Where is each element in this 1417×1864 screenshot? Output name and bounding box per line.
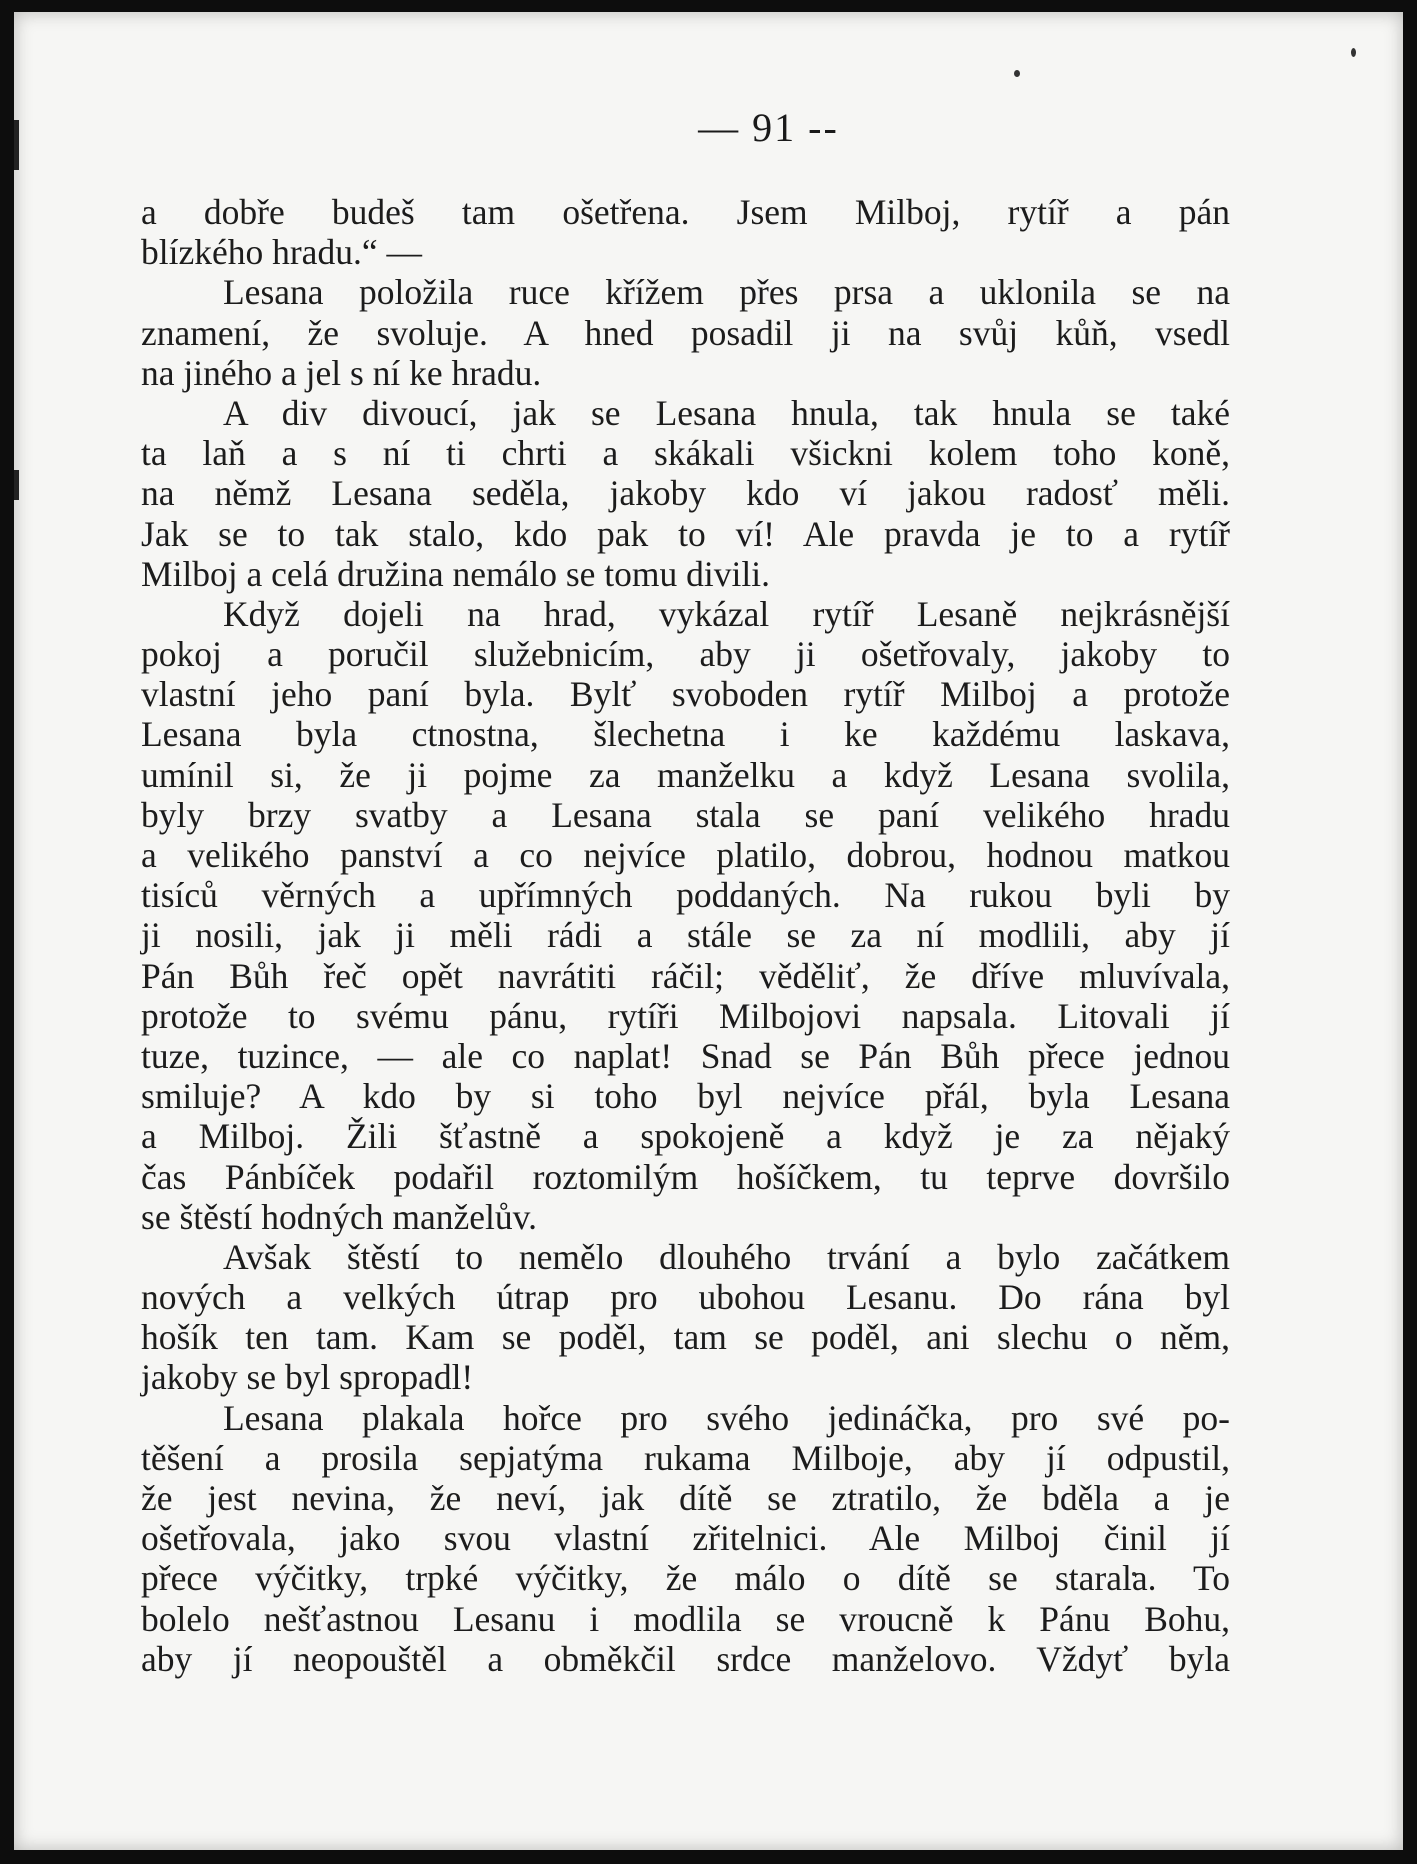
text-line: pokoj a poručil služebnicím, aby ji ošetřovaly, jakoby to <box>141 634 1230 675</box>
scan-speck <box>1014 70 1020 77</box>
text-line: se štěstí hodných manželův. <box>141 1196 537 1237</box>
text-line: čas Pánbíček podařil roztomilým hošíčkem, tu teprve dovršilo <box>141 1156 1230 1197</box>
scan-left-border <box>0 0 14 1864</box>
text-line: na jiného a jel s ní ke hradu. <box>141 352 542 393</box>
scan-edge-mark <box>14 470 19 500</box>
text-line: znamení, že svoluje. A hned posadil ji na svůj kůň, vsedl <box>141 312 1230 353</box>
text-line: tuze, tuzince, — ale co naplat! Snad se Pán Bůh přece jednou <box>141 1035 1230 1076</box>
text-line: A div divoucí, jak se Lesana hnula, tak hnula se také <box>223 392 1230 433</box>
text-line: a Milboj. Žili šťastně a spokojeně a když je za nějaký <box>141 1116 1230 1157</box>
text-line: byly brzy svatby a Lesana stala se paní velikého hradu <box>141 794 1230 835</box>
text-line: umínil si, že ji pojme za manželku a když Lesana svolila, <box>141 754 1230 795</box>
text-line: aby jí neopouštěl a obměkčil srdce manželovo. Vždyť byla <box>141 1638 1230 1679</box>
text-line: Lesana byla ctnostna, šlechetna i ke každému laskava, <box>141 714 1230 755</box>
text-line: vlastní jeho paní byla. Bylť svoboden rytíř Milboj a protože <box>141 674 1230 715</box>
scan-speck <box>1351 48 1356 57</box>
text-line: Milboj a celá družina nemálo se tomu divili. <box>141 553 770 594</box>
text-line: tisíců věrných a upřímných poddaných. Na rukou byli by <box>141 875 1230 916</box>
scan-edge-mark <box>14 120 19 170</box>
page-body-text <box>141 192 1230 1679</box>
text-line: Pán Bůh řeč opět navrátiti ráčil; věděliť, že dříve mluvívala, <box>141 955 1230 996</box>
text-line: přece výčitky, trpké výčitky, že málo o dítě se starala. To <box>141 1558 1230 1599</box>
text-line: a dobře budeš tam ošetřena. Jsem Milboj, rytíř a pán <box>141 192 1230 232</box>
text-line: blízkého hradu.“ — <box>141 232 422 273</box>
text-line: Avšak štěstí to nemělo dlouhého trvání a bylo začátkem <box>223 1236 1230 1277</box>
text-line: že jest nevina, že neví, jak dítě se ztratilo, že bděla a je <box>141 1478 1230 1518</box>
text-line: smiluje? A kdo by si toho byl nejvíce přál, byla Lesana <box>141 1076 1230 1117</box>
text-line: nových a velkých útrap pro ubohou Lesanu. Do rána byl <box>141 1277 1230 1318</box>
text-line: protože to svému pánu, rytíři Milbojovi napsala. Litovali jí <box>141 995 1230 1036</box>
text-line: jakoby se byl spropadl! <box>141 1357 474 1398</box>
text-line: ji nosili, jak ji měli rádi a stále se za ní modlili, aby jí <box>141 915 1230 956</box>
text-line: a velikého panství a co nejvíce platilo, dobrou, hodnou matkou <box>141 835 1230 875</box>
text-line: Jak se to tak stalo, kdo pak to ví! Ale pravda je to a rytíř <box>141 513 1230 554</box>
text-line: Lesana položila ruce křížem přes prsa a uklonila se na <box>223 272 1230 313</box>
text-line: Lesana plakala hořce pro svého jedináčka, pro své po- <box>223 1397 1230 1438</box>
text-line: bolelo nešťastnou Lesanu i modlila se vroucně k Pánu Bohu, <box>141 1598 1230 1639</box>
text-line: těšení a prosila sepjatýma rukama Milboje, aby jí odpustil, <box>141 1437 1230 1478</box>
text-line: ta laň a s ní ti chrti a skákali všickni kolem toho koně, <box>141 433 1230 474</box>
text-line: ošetřovala, jako svou vlastní zřitelnici. Ale Milboj činil jí <box>141 1518 1230 1559</box>
page-number: — 91 -- <box>698 105 839 150</box>
text-line: Když dojeli na hrad, vykázal rytíř Lesaně nejkrásnější <box>223 593 1230 634</box>
text-line: hošík ten tam. Kam se poděl, tam se poděl, ani slechu o něm, <box>141 1317 1230 1358</box>
text-line: na němž Lesana seděla, jakoby kdo ví jakou radosť měli. <box>141 473 1230 514</box>
